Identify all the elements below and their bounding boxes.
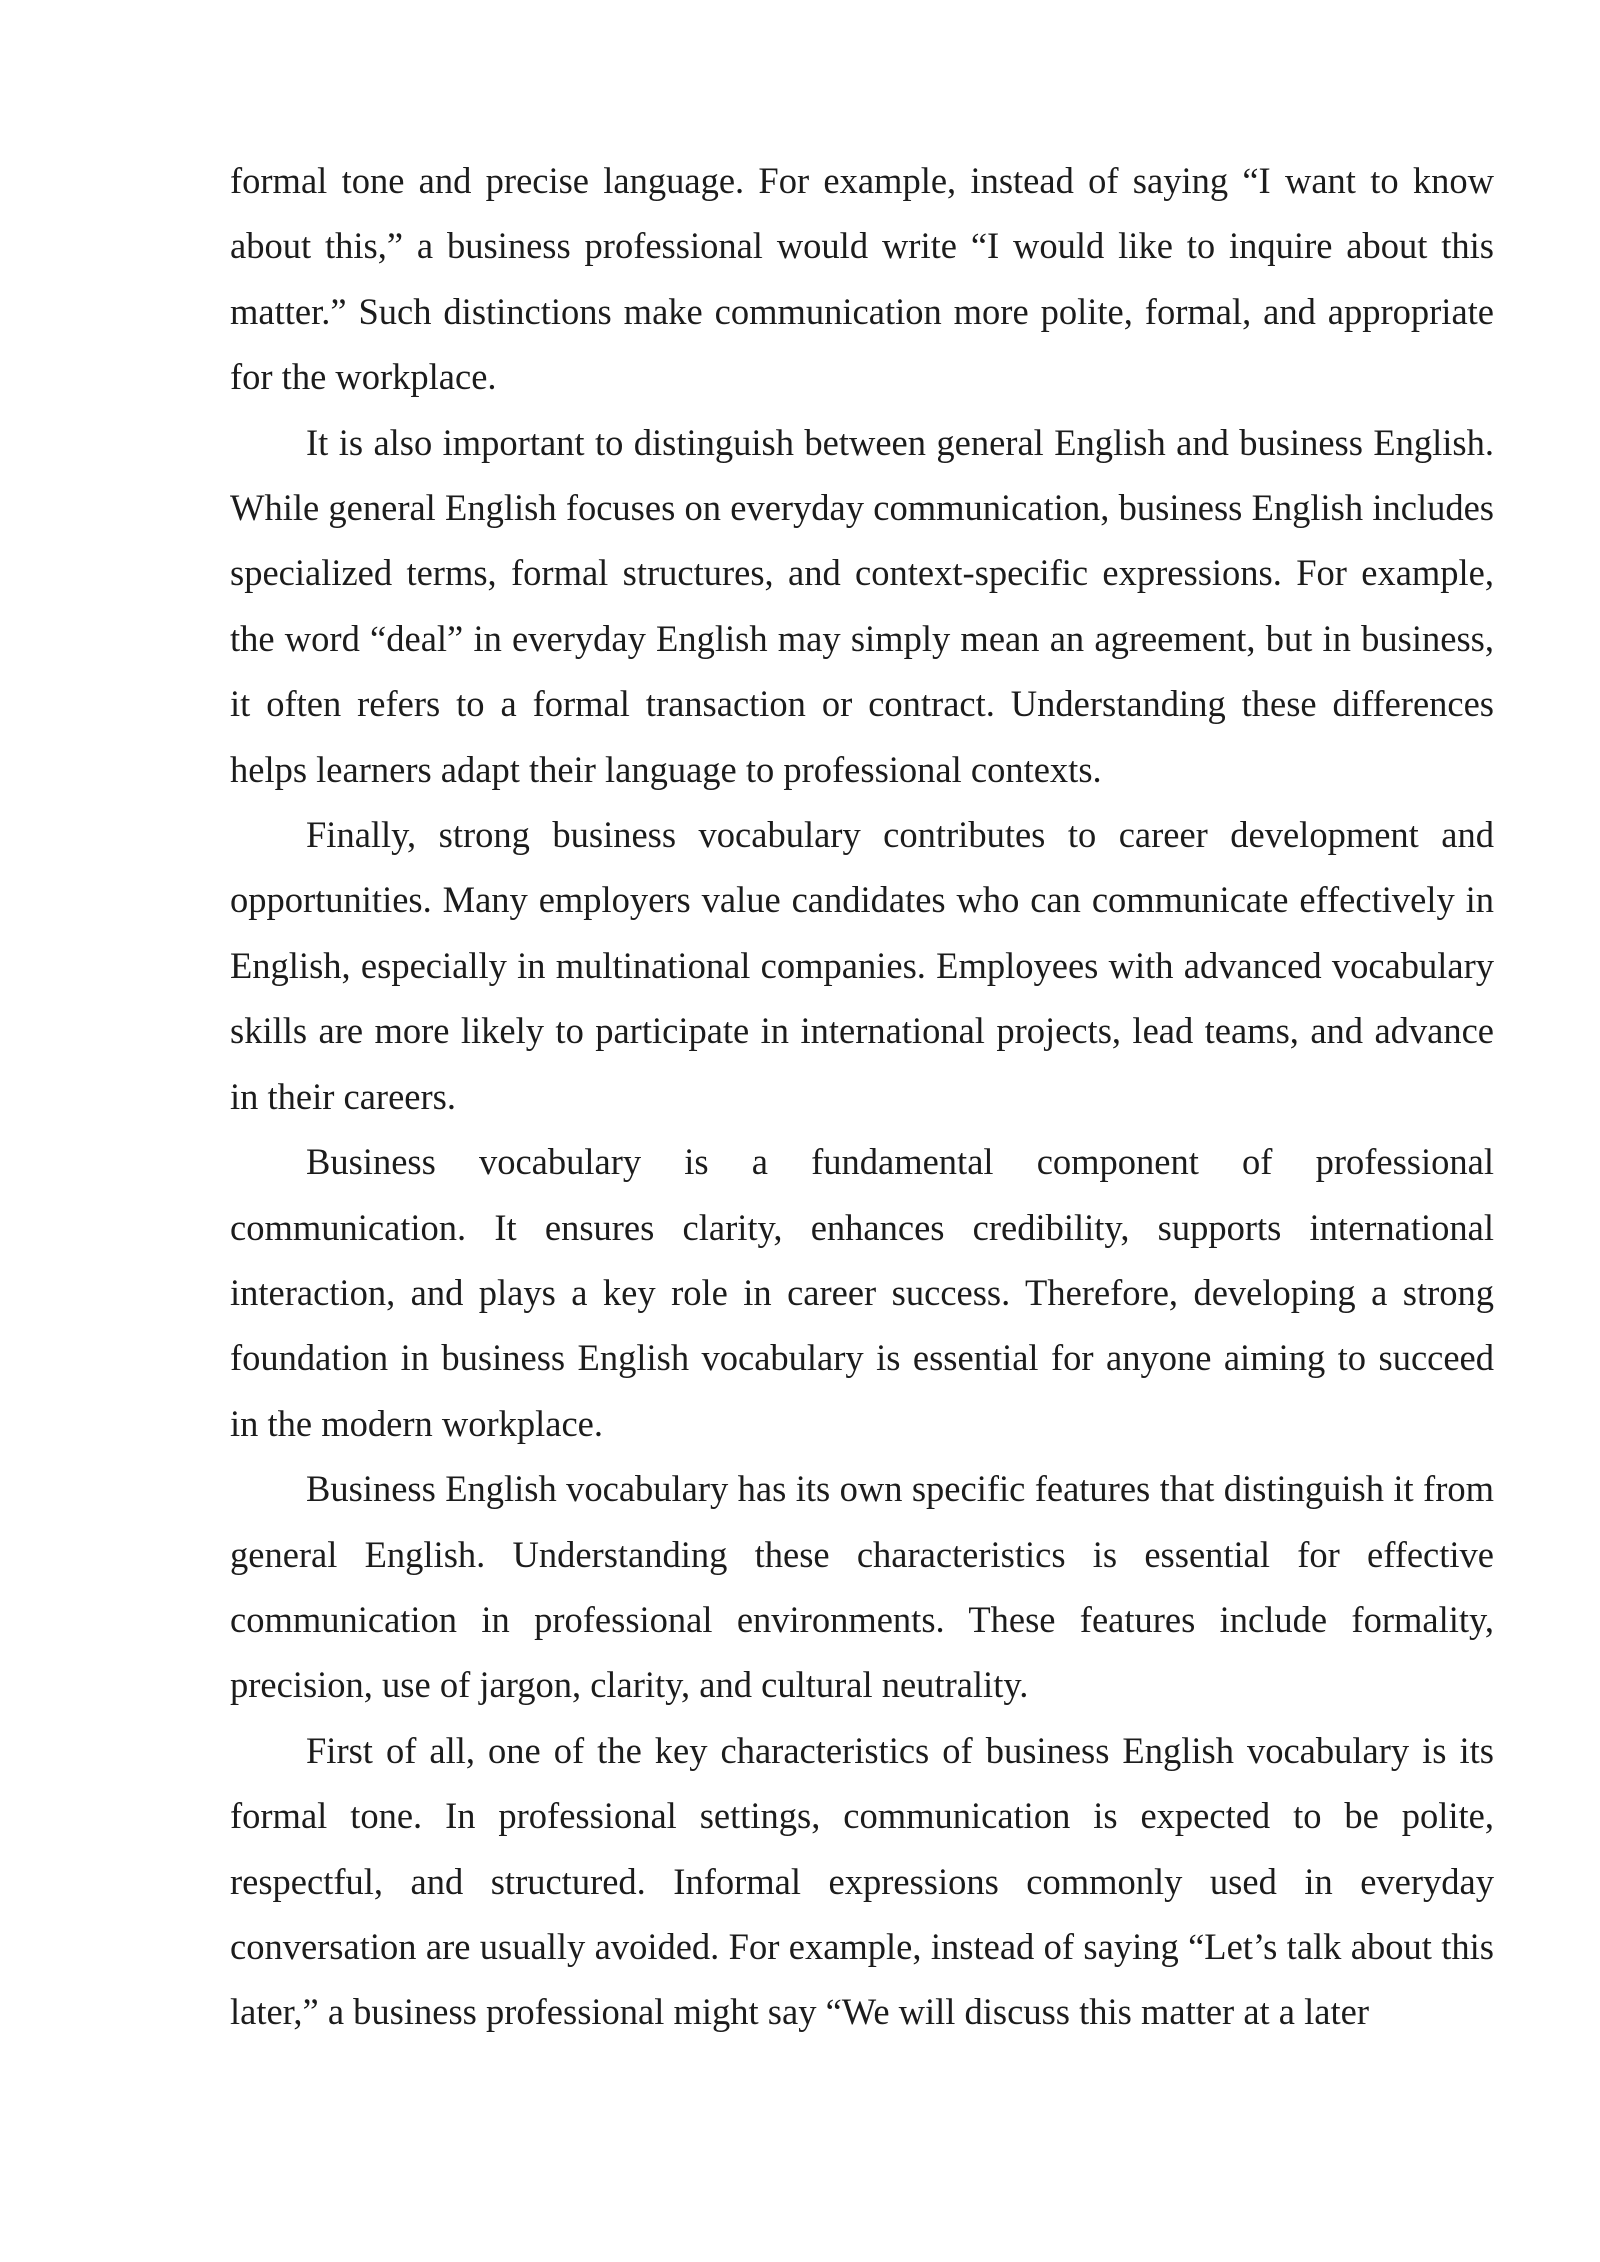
document-body <box>230 148 1494 2045</box>
paragraph-formal-tone-continuation: formal tone and precise language. For example, instead of saying “I want to know about this,” a business professional would write “I would like to inquire about this matter.” Such distinctions make communication more polite, formal, and appropriate for the workplace. <box>230 160 1494 398</box>
paragraph-general-vs-business-english: It is also important to distinguish between general English and business English. While general English focuses on everyday communication, business English includes specialized terms, formal structures, and context-specific expressions. For example, the word “deal” in everyday English may simply mean an agreement, but in business, it often refers to a formal transaction or contract. Understanding these differences helps learners adapt their language to professional contexts. <box>230 421 1494 790</box>
paragraph-career-development: Finally, strong business vocabulary contributes to career development and opportunities. Many employers value candidates who can communicate effectively in English, especially in multinational companies. Employees with advanced vocabulary skills are more likely to participate in international projects, lead teams, and advance in their careers. <box>230 814 1494 1117</box>
paragraph-specific-features: Business English vocabulary has its own specific features that distinguish it from general English. Understanding these characteristics is essential for effective communication in professional environments. These features include formality, precision, use of jargon, clarity, and cultural neutrality. <box>230 1468 1494 1706</box>
paragraph-formal-tone: First of all, one of the key characteristics of business English vocabulary is its formal tone. In professional settings, communication is expected to be polite, respectful, and structured. Informal expressions commonly used in everyday conversation are usually avoided. For example, instead of saying “Let’s talk about this later,” a business professional might say “We will discuss this matter at a later <box>230 1729 1494 2033</box>
paragraph-fundamental-component: Business vocabulary is a fundamental component of professional communication. It ensures clarity, enhances credibility, supports international interaction, and plays a key role in career success. Therefore, developing a strong foundation in business English vocabulary is essential for anyone aiming to succeed in the modern workplace. <box>230 1141 1494 1444</box>
